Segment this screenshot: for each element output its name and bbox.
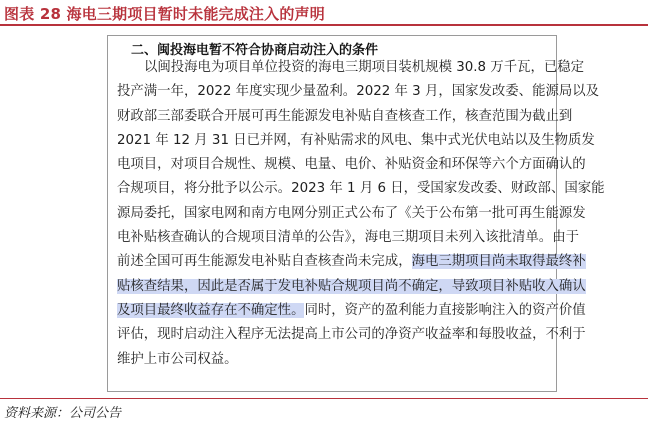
source-divider [0,398,648,399]
plain-text: 前述全国可再生能源发电补贴自查核查尚未完成， [117,254,412,270]
paragraph-line [117,299,586,323]
announcement-paragraph [117,56,605,372]
announcement-excerpt [107,35,605,392]
paragraph-line: 维护上市公司权益。 [117,351,238,367]
section-heading: 二、闽投海电暂不符合协商启动注入的条件 [131,43,379,58]
paragraph-line: 电项目，对项目合规性、规模、电量、电价、补贴资金和环保等六个方面确认的 [117,157,586,173]
highlighted-text: 及项目最终收益存在不确定性。 [117,302,305,318]
paragraph-line: 以闽投海电为项目单位投资的海电三期项目装机规模 30.8 万千瓦，已稳定 [144,60,585,75]
paragraph-line: 源局委托，国家电网和南方电网分别正式公布了《关于公布第一批可再生能源发 [117,205,586,221]
source-note: 资料来源：公司公告 [4,406,122,421]
paragraph-line [117,275,586,299]
highlighted-text: 贴核查结果，因此是否属于发电补贴合规项目尚不确定，导致项目补贴收入确认 [117,278,586,294]
paragraph-line: 电补贴核查确认的合规项目清单的公告》，海电三期项目未列入该批清单。由于 [117,230,579,246]
title-divider [0,24,648,26]
paragraph-line: 投产满一年，2022 年度实现少量盈利。2022 年 3 月，国家发改委、能源局以及 [117,84,600,100]
plain-text: 同时，资产的盈利能力直接影响注入的资产价值 [304,302,586,318]
paragraph-line: 2021 年 12 月 31 日已并网，有补贴需求的风电、集中式光伏电站以及生物质发 [117,132,595,148]
paragraph-line: 评估，现时启动注入程序无法提高上市公司的净资产收益率和每股收益，不利于 [117,327,586,343]
highlighted-text: 海电三期项目尚未取得最终补 [411,254,586,270]
figure-title: 图表 28 海电三期项目暂时未能完成注入的声明 [4,5,325,23]
paragraph-line: 财政部三部委联合开展可再生能源发电补贴自查核查工作，核查范围为截止到 [117,108,573,124]
paragraph-line [117,250,586,274]
paragraph-line: 合规项目，将分批予以公示。2023 年 1 月 6 日，受国家发改委、财政部、国家能 [117,181,605,197]
